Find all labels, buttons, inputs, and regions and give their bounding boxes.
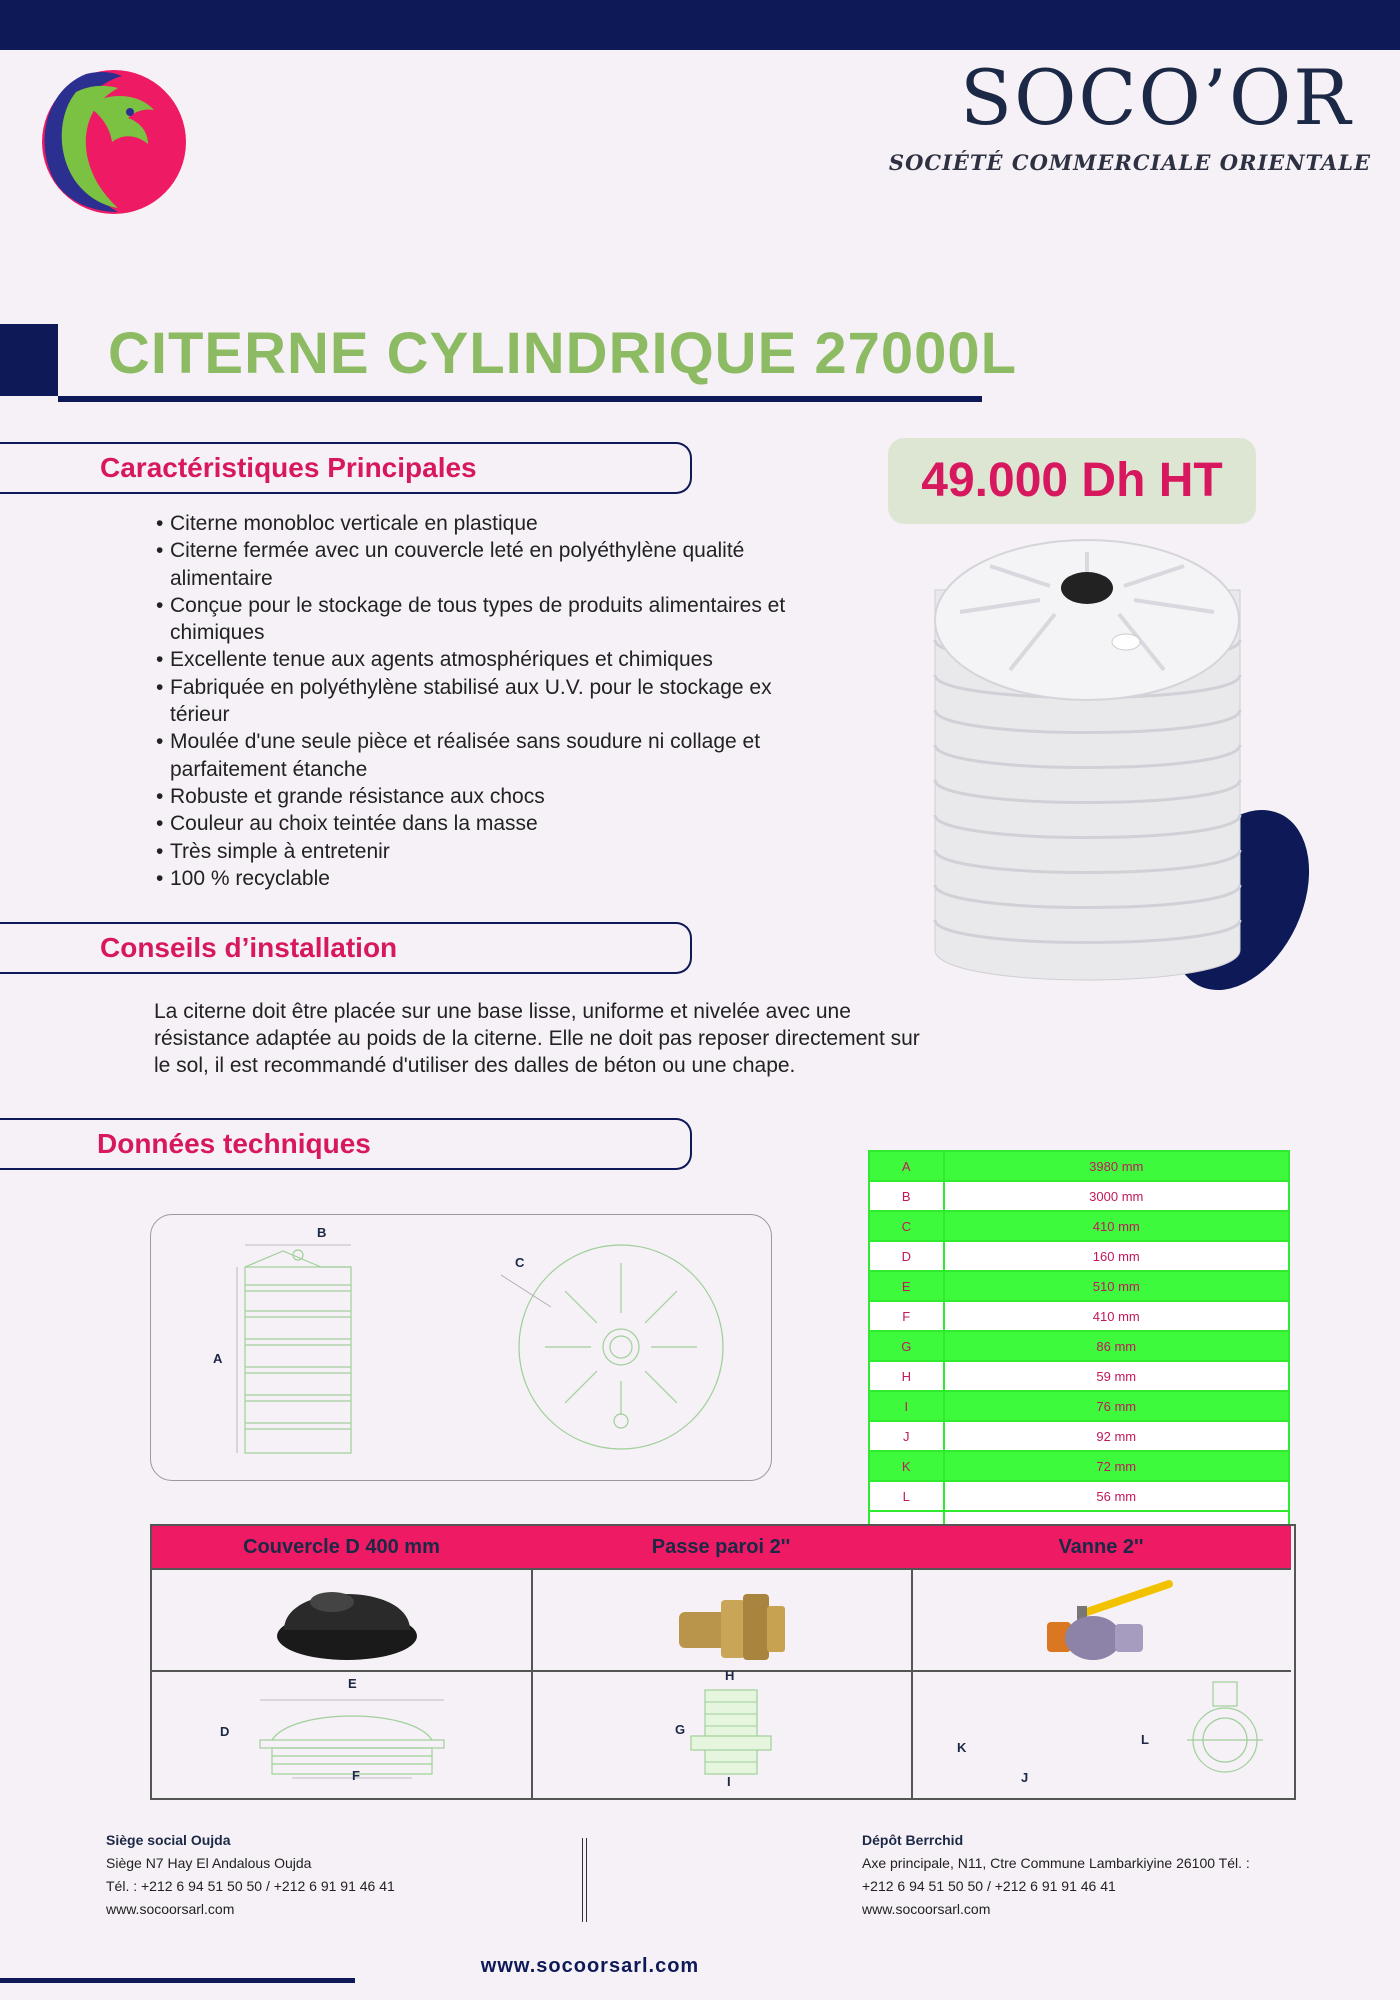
valve-icon: [1041, 1574, 1181, 1666]
dim-key: I: [869, 1391, 944, 1421]
section-title-install: Conseils d’installation: [100, 932, 398, 963]
dim-value: 72 mm: [944, 1451, 1289, 1481]
website-link[interactable]: www.socoorsarl.com: [480, 1955, 700, 1977]
dim-key: H: [869, 1361, 944, 1391]
dim-value: 76 mm: [944, 1391, 1289, 1421]
list-item: • Conçue pour le stockage de tous types de produits alimentaires et chimiques: [150, 592, 790, 647]
dim-label: F: [352, 1768, 360, 1783]
dim-key: C: [869, 1211, 944, 1241]
dim-key: B: [869, 1181, 944, 1211]
table-row: [869, 1301, 1289, 1331]
section-header-features: [0, 442, 692, 494]
fitting-icon: [671, 1576, 791, 1666]
accessory-column-valve: [911, 1526, 1291, 1798]
dim-label: J: [1021, 1770, 1029, 1785]
dim-key: D: [869, 1241, 944, 1271]
table-row: [869, 1151, 1289, 1181]
footer-left-line: Tél. : +212 6 94 51 50 50 / +212 6 91 91 46 41: [106, 1878, 395, 1894]
accessories-table: [150, 1524, 1296, 1800]
brand-subtitle: SOCIÉTÉ COMMERCIALE ORIENTALE: [888, 150, 1372, 175]
footer-right-link[interactable]: www.socoorsarl.com: [862, 1901, 991, 1917]
dim-label: E: [348, 1676, 357, 1691]
footer-right-line: Axe principale, N11, Ctre Commune Lambarkiyine 26100 Tél. :: [862, 1855, 1250, 1871]
footer-divider: [582, 1838, 583, 1922]
list-item: • Fabriquée en polyéthylène stabilisé aux U.V. pour le stockage ex térieur: [150, 674, 790, 729]
footer-divider: [586, 1838, 587, 1922]
dim-value: 410 mm: [944, 1301, 1289, 1331]
title-accent-block: [0, 324, 58, 396]
dim-label-c: C: [515, 1255, 525, 1270]
table-row: [869, 1421, 1289, 1451]
dim-value: 3000 mm: [944, 1181, 1289, 1211]
list-item: • 100 % recyclable: [150, 865, 790, 892]
bottom-rule: [0, 1978, 355, 1983]
dim-label: H: [725, 1668, 735, 1683]
dim-label-b: B: [317, 1225, 327, 1240]
fitting-drawing: [681, 1682, 781, 1782]
list-item: • Citerne monobloc verticale en plastique: [150, 510, 790, 537]
footer-left-link[interactable]: www.socoorsarl.com: [106, 1901, 235, 1917]
accessory-title: Passe paroi 2'': [531, 1526, 911, 1570]
table-row: [869, 1211, 1289, 1241]
table-row: [869, 1271, 1289, 1301]
accessory-title: Vanne 2'': [911, 1526, 1291, 1570]
dim-label: L: [1141, 1732, 1149, 1747]
eagle-logo: [26, 62, 196, 217]
dim-value: 92 mm: [944, 1421, 1289, 1451]
section-header-technical: [0, 1118, 692, 1170]
accessory-column-fitting: [531, 1526, 913, 1798]
footer-right-title: Dépôt Berrchid: [862, 1832, 964, 1848]
dim-key: L: [869, 1481, 944, 1511]
lid-icon: [272, 1574, 422, 1666]
install-text: La citerne doit être placée sur une base lisse, uniforme et nivelée avec une résistance adaptée au poids de la citerne. Elle ne doit pas reposer directement sur le sol, il est recommandé d'utiliser des dalles de béton ou une chape.: [154, 1000, 920, 1077]
dim-value: 510 mm: [944, 1271, 1289, 1301]
table-row: [869, 1391, 1289, 1421]
dim-key: G: [869, 1331, 944, 1361]
dim-label: D: [220, 1724, 230, 1739]
price-badge: [888, 438, 1256, 524]
dim-key: A: [869, 1151, 944, 1181]
dim-value: 410 mm: [944, 1211, 1289, 1241]
dim-key: J: [869, 1421, 944, 1451]
dim-value: 56 mm: [944, 1481, 1289, 1511]
section-title-technical: Données techniques: [97, 1128, 371, 1159]
dim-value: 86 mm: [944, 1331, 1289, 1361]
dimensions-table: [868, 1150, 1290, 1542]
list-item: • Excellente tenue aux agents atmosphériques et chimiques: [150, 646, 790, 673]
row-divider: [911, 1670, 1291, 1672]
table-row: [869, 1361, 1289, 1391]
price-text: 49.000 Dh HT: [921, 454, 1223, 507]
accessory-column-lid: [152, 1526, 533, 1798]
dim-value: 160 mm: [944, 1241, 1289, 1271]
footer-left: [106, 1832, 566, 1921]
section-header-install: [0, 922, 692, 974]
valve-drawing: [1181, 1676, 1271, 1776]
table-row: [869, 1181, 1289, 1211]
list-item: • Très simple à entretenir: [150, 838, 790, 865]
dim-key: E: [869, 1271, 944, 1301]
footer-right-line: +212 6 94 51 50 50 / +212 6 91 91 46 41: [862, 1878, 1116, 1894]
footer-left-title: Siège social Oujda: [106, 1832, 231, 1848]
section-title-features: Caractéristiques Principales: [100, 452, 477, 483]
dim-label: G: [675, 1722, 686, 1737]
dim-label: I: [727, 1774, 731, 1789]
title-underline: [58, 396, 982, 402]
accessory-title: Couvercle D 400 mm: [152, 1526, 531, 1570]
list-item: • Robuste et grande résistance aux chocs: [150, 783, 790, 810]
tank-image: [900, 530, 1310, 1000]
row-divider: [152, 1670, 531, 1672]
dim-value: 59 mm: [944, 1361, 1289, 1391]
footer-right: [862, 1832, 1312, 1921]
dim-key: K: [869, 1451, 944, 1481]
table-row: [869, 1481, 1289, 1511]
list-item: • Moulée d'une seule pièce et réalisée sans soudure ni collage et parfaitement étanche: [150, 728, 790, 783]
list-item: • Citerne fermée avec un couvercle leté en polyéthylène qualité alimentaire: [150, 537, 790, 592]
footer-left-line: Siège N7 Hay El Andalous Oujda: [106, 1855, 312, 1871]
table-row: [869, 1451, 1289, 1481]
dim-key: F: [869, 1301, 944, 1331]
dim-label-a: A: [213, 1351, 223, 1366]
top-bar: [0, 0, 1400, 50]
table-row: [869, 1241, 1289, 1271]
technical-drawing: [150, 1214, 772, 1481]
features-list: [150, 510, 790, 892]
dim-value: 3980 mm: [944, 1151, 1289, 1181]
tank-drawing: [151, 1215, 771, 1480]
table-row: [869, 1331, 1289, 1361]
page-title: CITERNE CYLINDRIQUE 27000L: [108, 321, 1018, 386]
brand-name: SOCO’OR: [960, 53, 1353, 142]
dim-label: K: [957, 1740, 967, 1755]
list-item: • Couleur au choix teintée dans la masse: [150, 810, 790, 837]
row-divider: [531, 1670, 911, 1672]
